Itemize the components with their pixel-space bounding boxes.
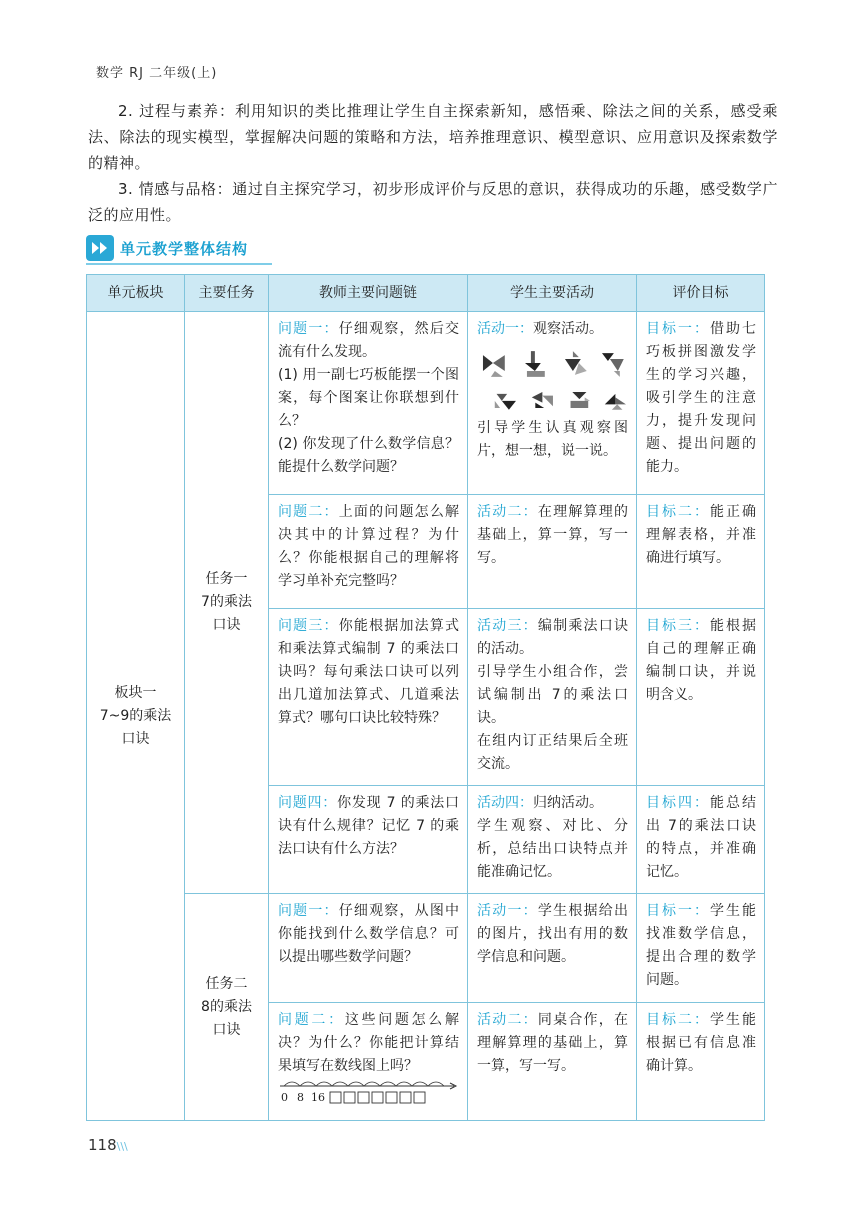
tangram-figure-icon [600, 349, 628, 379]
task-label-line: 7的乘法 [201, 594, 252, 610]
paragraph-text: 2. 过程与素养：利用知识的类比推理让学生自主探索新知，感悟乘、除法之间的关系，感受乘法、除法的现实模型，掌握解决问题的策略和方法，培养推理意识、模型意识、应用意识及探索数学的精神。 [88, 102, 778, 172]
paragraph-text: 3. 情感与品格：通过自主探究学习，初步形成评价与反思的意识，获得成功的乐趣，感受数学广泛的应用性。 [88, 180, 778, 224]
question-text: 上面的问题怎么解决其中的计算过程？为什么？你能根据自己的理解将学习单补充完整吗？ [278, 504, 460, 589]
activity-cell [468, 312, 637, 495]
question-text: 仔细观察，从图中你能找到什么数学信息？可以提出哪些数学问题？ [278, 903, 460, 965]
tangram-figure-icon [481, 349, 509, 379]
tangram-figures [477, 349, 628, 413]
block-label-line: 板块一 [114, 684, 157, 701]
question-text: 你发现 7 的乘法口诀有什么规律？记忆 7 的乘法口诀有什么方法？ [278, 795, 459, 857]
question-subitem: (1) 用一副七巧板能摆一个图案，每个图案让你联想到什么？ [278, 367, 459, 429]
goal-label: 目标一： [646, 903, 710, 919]
activity-text: 在理解算理的基础上，算一算，写一写。 [477, 504, 629, 566]
task-label-line: 口诀 [212, 617, 241, 633]
block-label-line: 7~9的乘法 [99, 707, 172, 724]
number-line-blank-box [400, 1092, 411, 1103]
task-cell [185, 312, 269, 894]
number-line-blank-box [358, 1092, 369, 1103]
section-title: 单元教学整体结构 [120, 239, 249, 258]
activity-label: 活动三： [477, 618, 538, 634]
goal-label: 目标二： [646, 504, 710, 520]
number-line-blank-box [330, 1092, 341, 1103]
question-cell [269, 894, 468, 1003]
activity-text: 在组内订正结果后全班交流。 [477, 733, 628, 772]
task-label-line: 任务一 [205, 571, 248, 587]
number-line-blank-box [414, 1092, 425, 1103]
goal-text: 能总结出 7的乘法口诀的特点，并准确记忆。 [646, 795, 756, 880]
task-label-line: 任务二 [205, 975, 248, 992]
running-head: 数学 RJ 二年级(上) [96, 66, 218, 81]
paragraph-process-literacy [88, 98, 778, 176]
question-text: 你能根据加法算式和乘法算式编制 7 的乘法口诀吗？每句乘法口诀可以列出几道加法算式、几道乘法算式？哪句口诀比较特殊？ [278, 618, 460, 726]
activity-cell [468, 609, 637, 786]
goal-text: 借助七巧板拼图激发学生的学习兴趣，吸引学生的注意力，提升发现问题、提出问题的能力。 [646, 321, 756, 475]
header-teacher-questions: 教师主要问题链 [269, 275, 468, 312]
double-chevron-right-icon [86, 235, 114, 261]
goal-cell [637, 786, 765, 894]
goal-text: 能根据自己的理解正确编制口诀，并说明含义。 [646, 618, 756, 703]
goal-cell [637, 1003, 765, 1121]
question-label: 问题二： [278, 1012, 345, 1028]
table-header-row [87, 275, 765, 312]
number-line-blank-box [372, 1092, 383, 1103]
goal-label: 目标二： [646, 1012, 710, 1028]
table-row [87, 894, 765, 1003]
task-label-line: 8的乘法 [201, 998, 252, 1015]
goal-label: 目标一： [646, 321, 710, 337]
section-underline [86, 263, 272, 265]
question-subitem: (2) 你发现了什么数学信息？能提什么数学问题？ [278, 436, 459, 475]
tangram-figure-icon [530, 387, 555, 413]
activity-text: 学生根据给出的图片，找出有用的数学信息和问题。 [477, 903, 629, 965]
block-label-line: 口诀 [121, 730, 150, 747]
question-text: 这些问题怎么解决？为什么？你能把计算结果填写在数线图上吗？ [278, 1012, 460, 1074]
question-label: 问题三： [278, 618, 339, 634]
goal-cell [637, 894, 765, 1003]
task-cell [185, 894, 269, 1121]
tangram-figure-icon [493, 387, 518, 413]
question-label: 问题二： [278, 504, 339, 520]
header-unit-block: 单元板块 [87, 275, 185, 312]
tangram-figure-icon [561, 349, 589, 379]
activity-label: 活动一： [477, 903, 538, 919]
tangram-figure-icon [521, 349, 549, 379]
question-label: 问题一： [278, 903, 339, 919]
question-cell [269, 609, 468, 786]
number-line-label: 16 [311, 1091, 325, 1104]
activity-cell [468, 495, 637, 609]
activity-cell [468, 1003, 637, 1121]
goal-cell [637, 495, 765, 609]
page-number [88, 1136, 128, 1154]
activity-cell [468, 786, 637, 894]
header-evaluation-goals: 评价目标 [637, 275, 765, 312]
number-line-blank-box [386, 1092, 397, 1103]
goal-cell [637, 312, 765, 495]
header-student-activities: 学生主要活动 [468, 275, 637, 312]
activity-cell [468, 894, 637, 1003]
question-cell [269, 1003, 468, 1121]
task-label-line: 口诀 [212, 1021, 241, 1038]
page-number-text: 118 [88, 1136, 117, 1154]
activity-text: 归纳活动。 [533, 795, 603, 811]
header-main-task: 主要任务 [185, 275, 269, 312]
activity-text: 学生观察、对比、分析，总结出口诀特点并能准确记忆。 [477, 818, 628, 880]
activity-label: 活动四： [477, 795, 533, 811]
tangram-figure-icon [567, 387, 592, 413]
section-heading [86, 233, 248, 263]
block-cell [87, 312, 185, 1121]
number-line-diagram [278, 1080, 458, 1104]
goal-cell [637, 609, 765, 786]
table-row [87, 312, 765, 495]
activity-label: 活动二： [477, 1012, 538, 1028]
goal-text: 能正确理解表格，并准确进行填写。 [646, 504, 756, 566]
activity-text: 编制乘法口诀的活动。 [477, 618, 629, 657]
question-cell [269, 786, 468, 894]
activity-label: 活动一： [477, 321, 533, 337]
activity-label: 活动二： [477, 504, 538, 520]
question-cell [269, 495, 468, 609]
number-line-label: 8 [297, 1091, 304, 1104]
question-label: 问题一： [278, 321, 339, 337]
unit-structure-table [86, 274, 765, 1121]
goal-text: 学生能根据已有信息准确计算。 [646, 1012, 756, 1074]
number-line-blank-box [344, 1092, 355, 1103]
question-cell [269, 312, 468, 495]
paragraph-emotion-character [88, 176, 778, 228]
activity-text: 引导学生认真观察图片，想一想，说一说。 [477, 420, 628, 459]
goal-label: 目标三： [646, 618, 710, 634]
page-number-decoration: \\\ [116, 1140, 128, 1153]
question-label: 问题四： [278, 795, 338, 811]
number-line-label: 0 [281, 1091, 288, 1104]
activity-text: 观察活动。 [533, 321, 603, 337]
question-text: 仔细观察，然后交流有什么发现。 [278, 321, 460, 360]
tangram-figure-icon [603, 387, 628, 413]
activity-text: 引导学生小组合作，尝试编制出 7的乘法口诀。 [477, 664, 628, 726]
goal-label: 目标四： [646, 795, 710, 811]
goal-text: 学生能找准数学信息，提出合理的数学问题。 [646, 903, 756, 988]
activity-text: 同桌合作，在理解算理的基础上，算一算，写一写。 [477, 1012, 629, 1074]
